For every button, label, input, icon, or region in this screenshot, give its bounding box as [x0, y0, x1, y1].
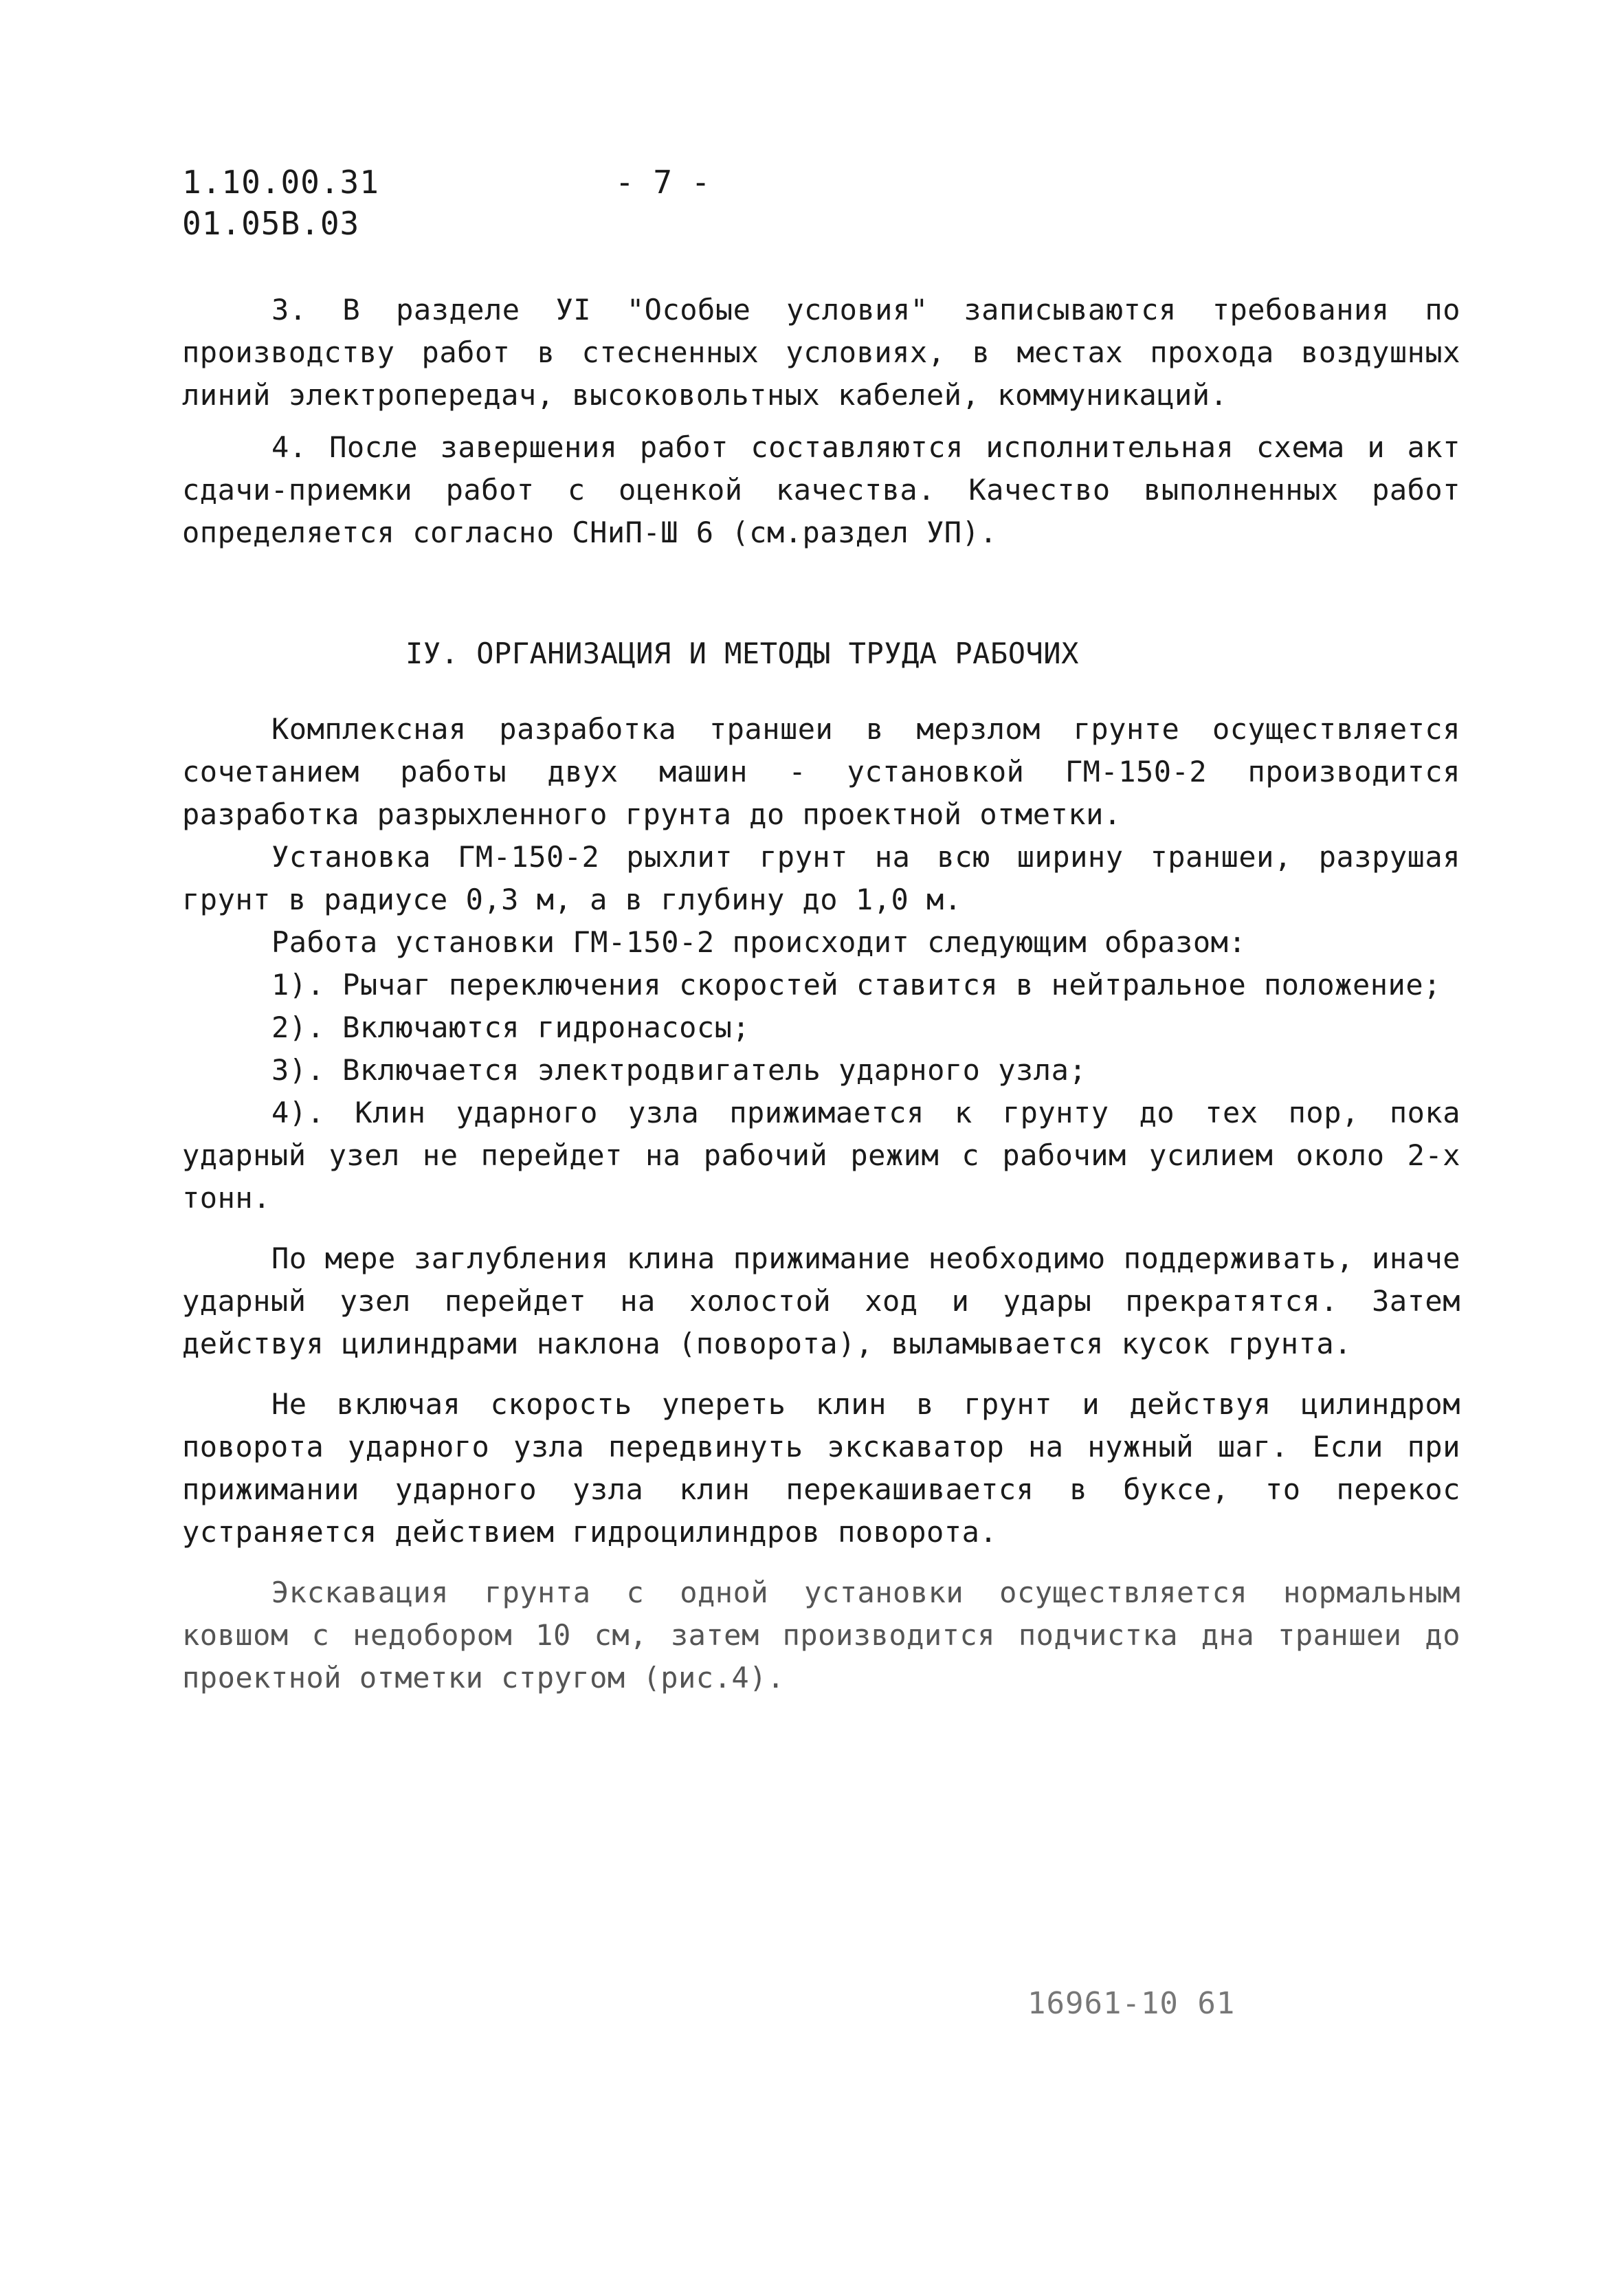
procedure-step-2: 2). Включаются гидронасосы; [271, 1011, 750, 1044]
section-heading: IУ. ОРГАНИЗАЦИЯ И МЕТОДЫ ТРУДА РАБОЧИХ [405, 637, 1079, 670]
body-paragraph-4: По мере заглубления клина прижимание необходимо поддерживать, иначе ударный узел перейдет на холостой ход и удары прекратятся. Затем действуя цилиндрами наклона (поворота), выламывается кусок грунта. [182, 1241, 1460, 1360]
procedure-steps [182, 964, 1460, 1219]
body-paragraph-3: Работа установки ГМ-150-2 происходит следующим образом: [271, 925, 1247, 959]
body-text [182, 708, 1460, 1699]
paragraph-3: 3. В разделе УI "Особые условия" записываются требования по производству работ в стесненных условиях, в местах прохода воздушных линий электропередач, высоковольтных кабелей, коммуникаций. [182, 293, 1460, 412]
body-paragraph-5: Не включая скорость уперeть клин в грунт и действуя цилиндром поворота ударного узла передвинуть экскаватор на нужный шаг. Если при прижимании ударного узла клин перекашивается в буксе, то перекос устраняется действием гидроцилиндров поворота. [182, 1387, 1460, 1549]
procedure-step-3: 3). Включается электродвигатель ударного узла; [271, 1053, 1087, 1087]
procedure-step-4: 4). Клин ударного узла прижимается к грунту до тех пор, пока ударный узел не перейдет на рабочий режим с рабочим усилием около 2-х тонн. [182, 1096, 1460, 1215]
body-paragraph-2: Установка ГМ-150-2 рыхлит грунт на всю ширину траншеи, разрушая грунт в радиусе 0,3 м, а в глубину до 1,0 м. [182, 840, 1460, 916]
body-paragraph-1: Комплексная разработка траншеи в мерзлом грунте осуществляется сочетанием работы двух машин - установкой ГМ-150-2 производится разработка разрыхленного грунта до проектной отметки. [182, 712, 1460, 831]
paragraph-group-top [182, 289, 1460, 554]
document-code [182, 162, 379, 244]
body-paragraph-6: Экскавация грунта с одной установки осуществляется нормальным ковшом с недобором 10 см, затем производится подчистка дна траншеи до проектной отметки стругом (рис.4). [182, 1576, 1460, 1695]
page-number: - 7 - [615, 164, 711, 201]
procedure-step-1: 1). Рычаг переключения скоростей ставится в нейтральное положение; [271, 968, 1441, 1002]
document-code-line2: 01.05B.03 [182, 205, 360, 242]
paragraph-4: 4. После завершения работ составляются исполнительная схема и акт сдачи-приемки работ с оценкой качества. Качество выполненных работ определяется согласно СНиП-Ш 6 (см.раздел УП). [182, 430, 1460, 549]
document-code-line1: 1.10.00.31 [182, 164, 379, 201]
footer-doc-number: 16961-10 61 [1027, 1986, 1236, 2021]
